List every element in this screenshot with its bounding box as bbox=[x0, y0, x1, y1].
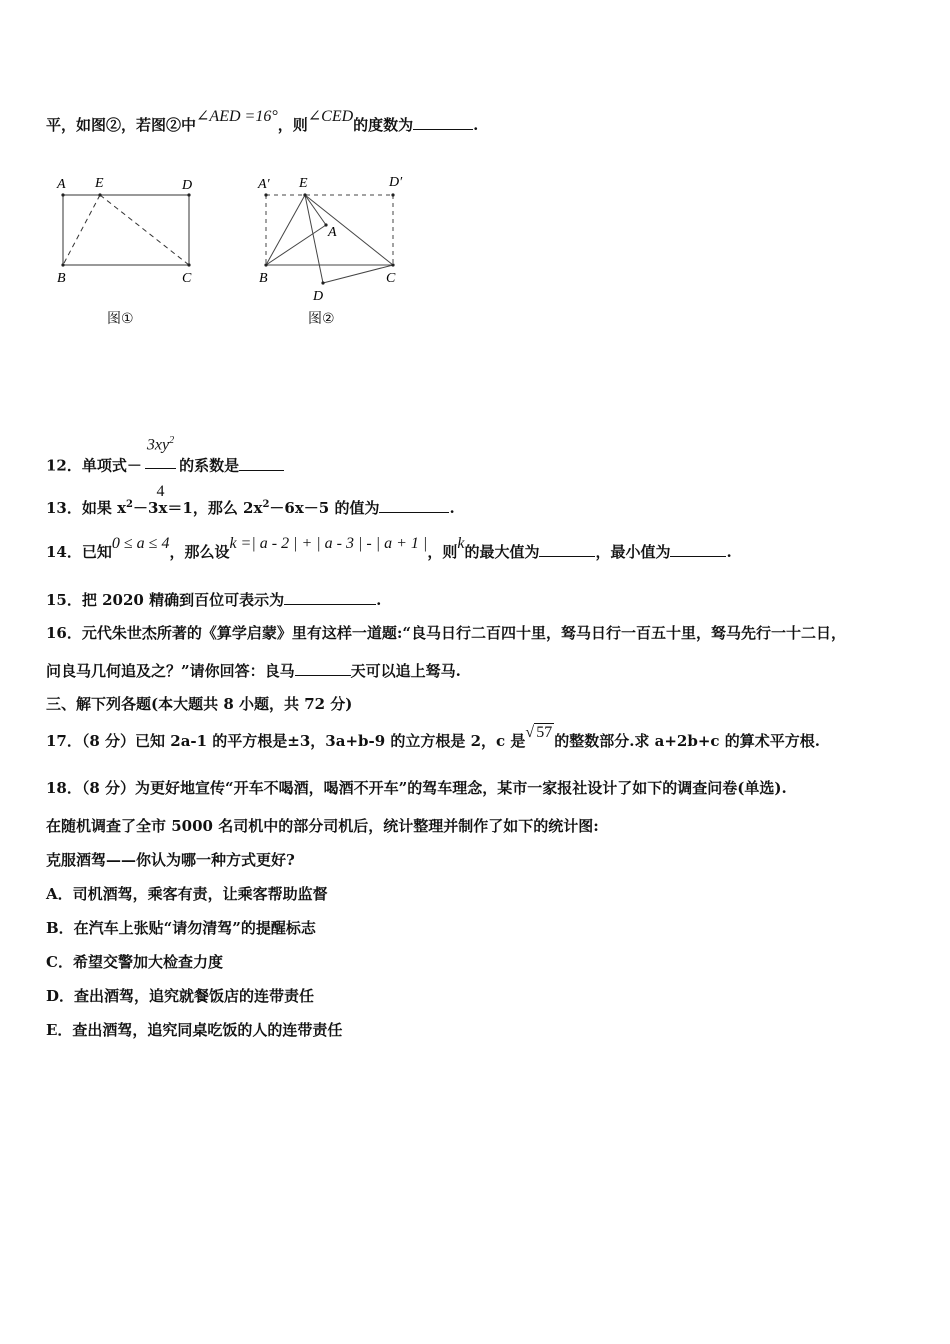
point-c-label: C bbox=[386, 271, 396, 286]
q11-mid: ，则 bbox=[277, 116, 308, 134]
answer-blank-min bbox=[670, 541, 726, 557]
point-d-label: D bbox=[182, 178, 193, 193]
condition-range: 0 ≤ a ≤ 4 bbox=[111, 535, 170, 552]
section-3-title: 三、解下列各题(本大题共 8 小题，共 72 分) bbox=[46, 695, 353, 713]
question-16-line-2: 问良马几何追及之？”请你回答：良马 天可以追上驽马. bbox=[46, 662, 461, 680]
survey-option-e: E．查出酒驾，追究同桌吃饭的人的连带责任 bbox=[46, 1021, 343, 1039]
segment-eb bbox=[63, 195, 100, 265]
q11-prefix: 平，如图②，若图②中 bbox=[46, 116, 197, 134]
segment-dc bbox=[323, 265, 393, 283]
answer-blank-max bbox=[539, 541, 595, 557]
point-b-label: B bbox=[57, 271, 66, 286]
sqrt-57: √ 57 bbox=[525, 724, 553, 741]
q11-angle-ced: ∠CED bbox=[307, 108, 354, 125]
point-c-label: C bbox=[182, 271, 192, 286]
question-12: 12．单项式－ $\frac{3xy^2}{4}$ 的系数是 bbox=[46, 418, 284, 515]
survey-option-d: D．查出酒驾，追究就餐饭店的连带责任 bbox=[46, 987, 315, 1005]
segment-eb bbox=[266, 195, 305, 265]
question-18-line-1: 18．（8 分）为更好地宣传“开车不喝酒，喝酒不开车”的驾车理念，某市一家报社设计了如下的调查问卷(单选). bbox=[46, 779, 787, 797]
question-18-survey-question: 克服酒驾——你认为哪一种方式更好? bbox=[46, 851, 295, 869]
answer-blank bbox=[239, 455, 284, 471]
point-d-prime-label: D′ bbox=[389, 175, 403, 190]
figure-2-caption: 图② bbox=[308, 311, 335, 327]
figure-1-caption: 图① bbox=[107, 311, 134, 327]
question-16-line-1: 16．元代朱世杰所著的《算学启蒙》里有这样一道题:“良马日行二百四十里，驽马日行一百五十里，驽马先行一十二日， bbox=[46, 624, 847, 642]
point-b-label: B bbox=[259, 271, 268, 286]
question-15: 15．把 2020 精确到百位可表示为 . bbox=[46, 591, 382, 609]
answer-blank bbox=[295, 660, 351, 676]
survey-option-b: B．在汽车上张贴“请勿清驾”的提醒标志 bbox=[46, 919, 316, 937]
question-18-line-2: 在随机调查了全市 5000 名司机中的部分司机后，统计整理并制作了如下的统计图: bbox=[46, 817, 599, 835]
answer-blank bbox=[284, 589, 376, 605]
question-14: 14．已知0 ≤ a ≤ 4，那么设k =| a - 2 | + | a - 3 | - | a + 1 |，则k的最大值为 ，最小值为 . bbox=[46, 535, 732, 561]
figure-1 bbox=[50, 170, 210, 300]
question-13: 13．如果 $x^2-3x=1$，那么 $2x^2-6x-5$ 的值为 . bbox=[46, 499, 455, 517]
point-a-prime-label: A′ bbox=[258, 177, 270, 192]
answer-blank bbox=[379, 497, 449, 513]
segment-ab bbox=[266, 225, 326, 265]
segment-ec bbox=[100, 195, 189, 265]
q11-tail-line: 平，如图②，若图②中∠AED =16°，则∠CED的度数为 . bbox=[46, 108, 479, 134]
point-a-label: A bbox=[328, 225, 337, 240]
figure-2 bbox=[250, 170, 420, 310]
q11-angle-aed: ∠AED =16° bbox=[196, 108, 278, 125]
q11-suffix: 的度数为 bbox=[353, 116, 414, 134]
point-e-label: E bbox=[299, 176, 308, 191]
point-e-label: E bbox=[95, 176, 104, 191]
point-d-label: D bbox=[313, 289, 324, 304]
survey-option-c: C．希望交警加大检查力度 bbox=[46, 953, 223, 971]
survey-option-a: A．司机酒驾，乘客有责，让乘客帮助监督 bbox=[46, 885, 328, 903]
question-17: 17．（8 分）已知 2a-1 的平方根是±3，3a+b-9 的立方根是 2，c 是√ 57 的整数部分.求 a+2b+c 的算术平方根. bbox=[46, 724, 821, 750]
answer-blank bbox=[413, 114, 473, 130]
monomial-fraction: $\frac{3xy^2}{4}$ bbox=[145, 418, 176, 515]
point-a-label: A bbox=[57, 177, 66, 192]
expression-k: k =| a - 2 | + | a - 3 | - | a + 1 | bbox=[229, 535, 428, 552]
